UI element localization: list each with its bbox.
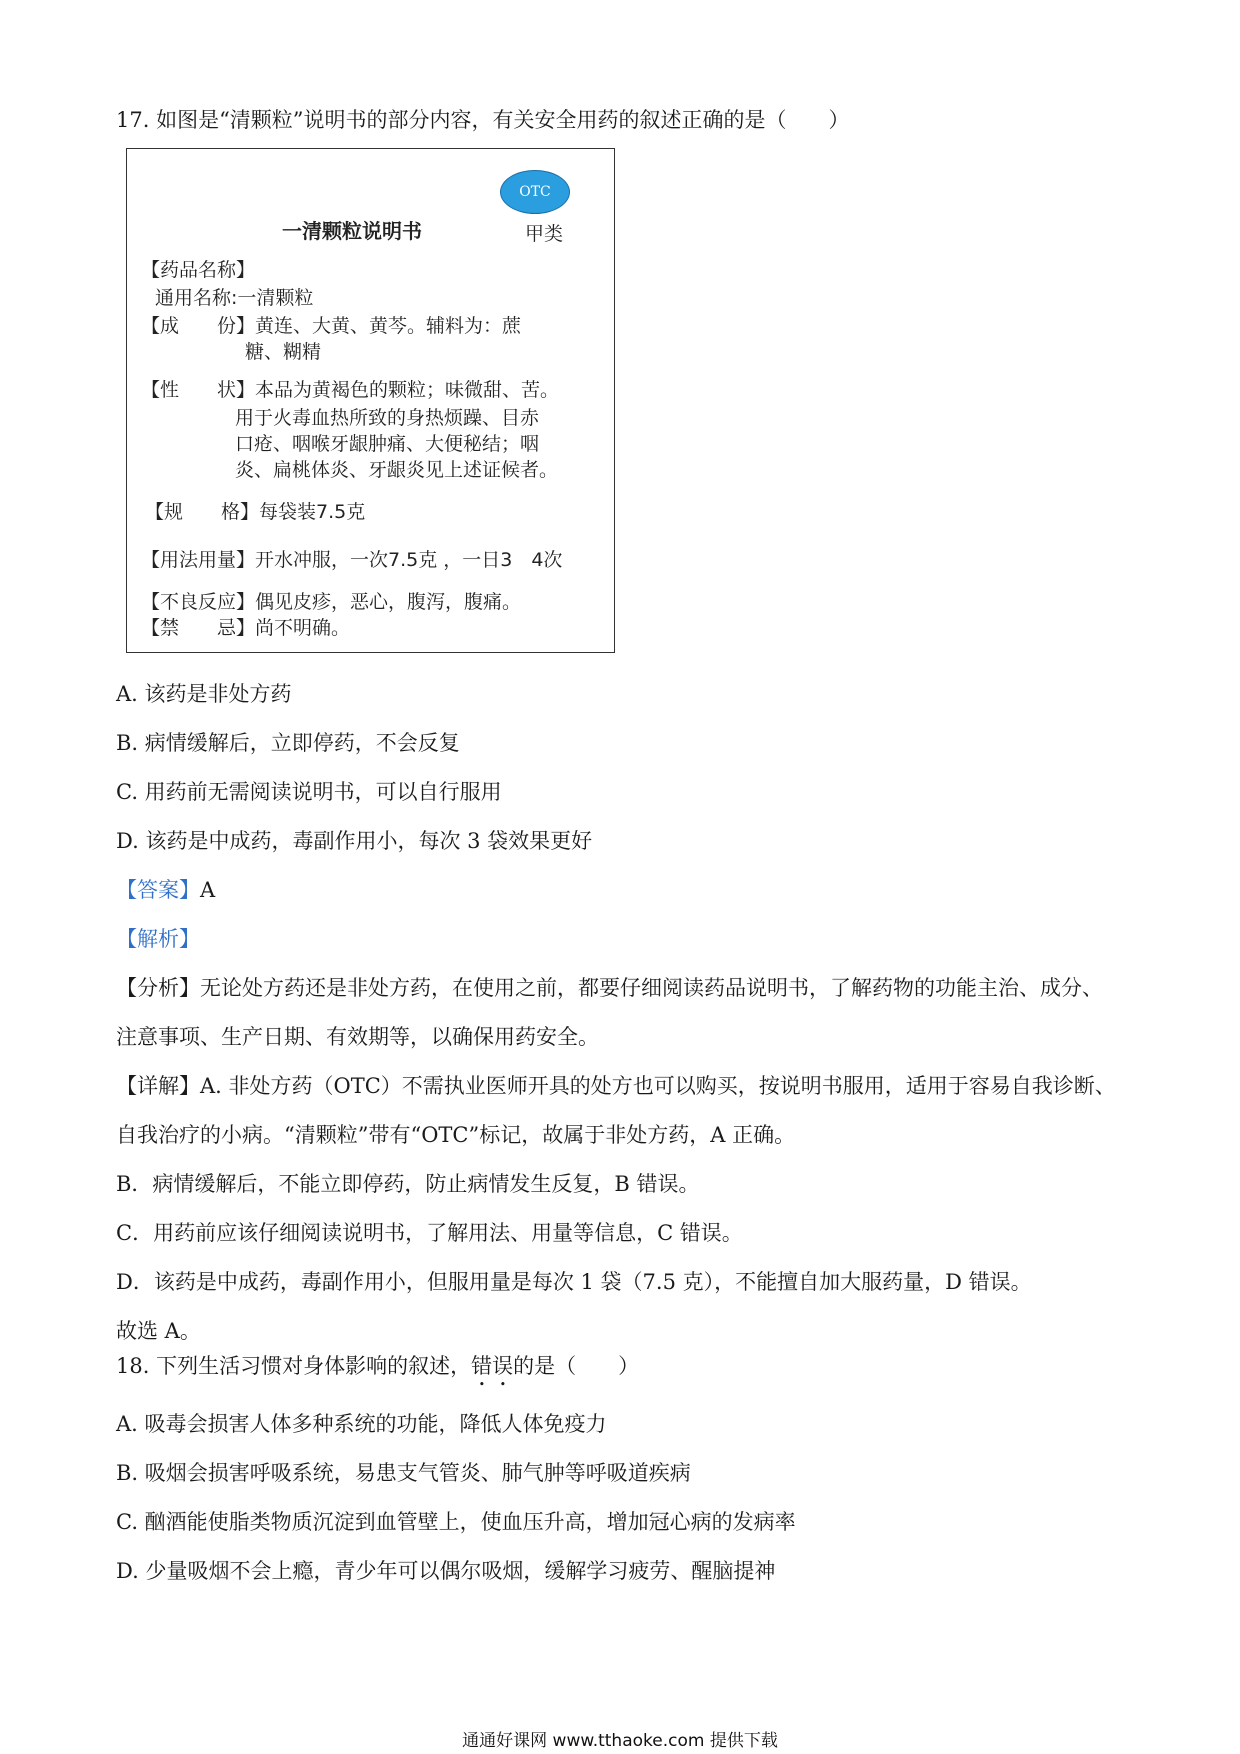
question-17-title: 17. 如图是“清颗粒”说明书的部分内容，有关安全用药的叙述正确的是（ ）: [116, 108, 850, 132]
label-line: 【不良反应】偶见皮疹，恶心，腹泻，腹痛。: [141, 591, 522, 613]
answer-line: [116, 876, 215, 904]
answer-tag: 【答案】: [116, 878, 200, 902]
label-line: 通用名称:一清颗粒: [155, 287, 314, 309]
medicine-label-image: [126, 148, 615, 653]
label-line: 【成 份】黄连、大黄、黄芩。辅料为：蔗: [141, 315, 522, 337]
analysis-line: 【分析】无论处方药还是非处方药，在使用之前，都要仔细阅读药品说明书，了解药物的功能主治、成分、: [116, 976, 1103, 1000]
q18-option-c: C. 酗酒能使脂类物质沉淀到血管壁上，使血压升高，增加冠心病的发病率: [116, 1510, 796, 1534]
q18-title-suffix: 的是（ ）: [513, 1354, 640, 1378]
label-line: 口疮、咽喉牙龈肿痛、大便秘结；咽: [235, 433, 540, 455]
analysis-line: 自我治疗的小病。“清颗粒”带有“OTC”标记，故属于非处方药，A 正确。: [116, 1123, 796, 1147]
label-line: 炎、扁桃体炎、牙龈炎见上述证候者。: [235, 459, 559, 481]
q18-title-emphasis: 错误: [471, 1354, 514, 1378]
question-18-title: [116, 1352, 639, 1391]
q17-option-a: A. 该药是非处方药: [116, 682, 292, 706]
q18-title-prefix: 18. 下列生活习惯对身体影响的叙述，: [116, 1354, 472, 1378]
analysis-tag: 【解析】: [116, 927, 200, 951]
q18-option-b: B. 吸烟会损害呼吸系统，易患支气管炎、肺气肿等呼吸道疾病: [116, 1461, 691, 1485]
analysis-line: D．该药是中成药，毒副作用小，但服用量是每次 1 袋（7.5 克），不能擅自加大服药量，D 错误。: [116, 1270, 1032, 1294]
analysis-line: 故选 A。: [116, 1319, 201, 1343]
q17-option-c: C. 用药前无需阅读说明书，可以自行服用: [116, 780, 502, 804]
label-line: 糖、糊精: [245, 341, 322, 363]
analysis-line: 注意事项、生产日期、有效期等，以确保用药安全。: [116, 1025, 599, 1049]
label-line: 【规 格】每袋装7.5克: [145, 501, 366, 523]
otc-badge: OTC: [500, 170, 570, 214]
q17-option-b: B. 病情缓解后，立即停药，不会反复: [116, 731, 460, 755]
label-line: 【禁 忌】尚不明确。: [141, 617, 351, 639]
label-line: 用于火毒血热所致的身热烦躁、目赤: [235, 407, 540, 429]
answer-value: A: [200, 878, 216, 902]
analysis-line: B．病情缓解后，不能立即停药，防止病情发生反复，B 错误。: [116, 1172, 700, 1196]
label-line: 【药品名称】: [141, 259, 256, 281]
analysis-line: 【详解】A. 非处方药（OTC）不需执业医师开具的处方也可以购买，按说明书服用，适用于容易自我诊断、: [116, 1074, 1116, 1098]
otc-class: 甲类: [525, 223, 564, 245]
q18-option-d: D. 少量吸烟不会上瘾，青少年可以偶尔吸烟，缓解学习疲劳、醒脑提神: [116, 1559, 776, 1583]
q18-option-a: A. 吸毒会损害人体多种系统的功能，降低人体免疫力: [116, 1412, 607, 1436]
analysis-line: C．用药前应该仔细阅读说明书，了解用法、用量等信息，C 错误。: [116, 1221, 743, 1245]
label-line: 【用法用量】开水冲服，一次7.5克 ，一日3 4次: [141, 549, 563, 571]
label-title: 一清颗粒说明书: [282, 219, 422, 243]
page-footer: 通通好课网 www.tthaoke.com 提供下载: [462, 1731, 778, 1751]
q17-option-d: D. 该药是中成药，毒副作用小，每次 3 袋效果更好: [116, 829, 593, 853]
label-line: 【性 状】本品为黄褐色的颗粒；味微甜、苦。: [141, 379, 560, 401]
